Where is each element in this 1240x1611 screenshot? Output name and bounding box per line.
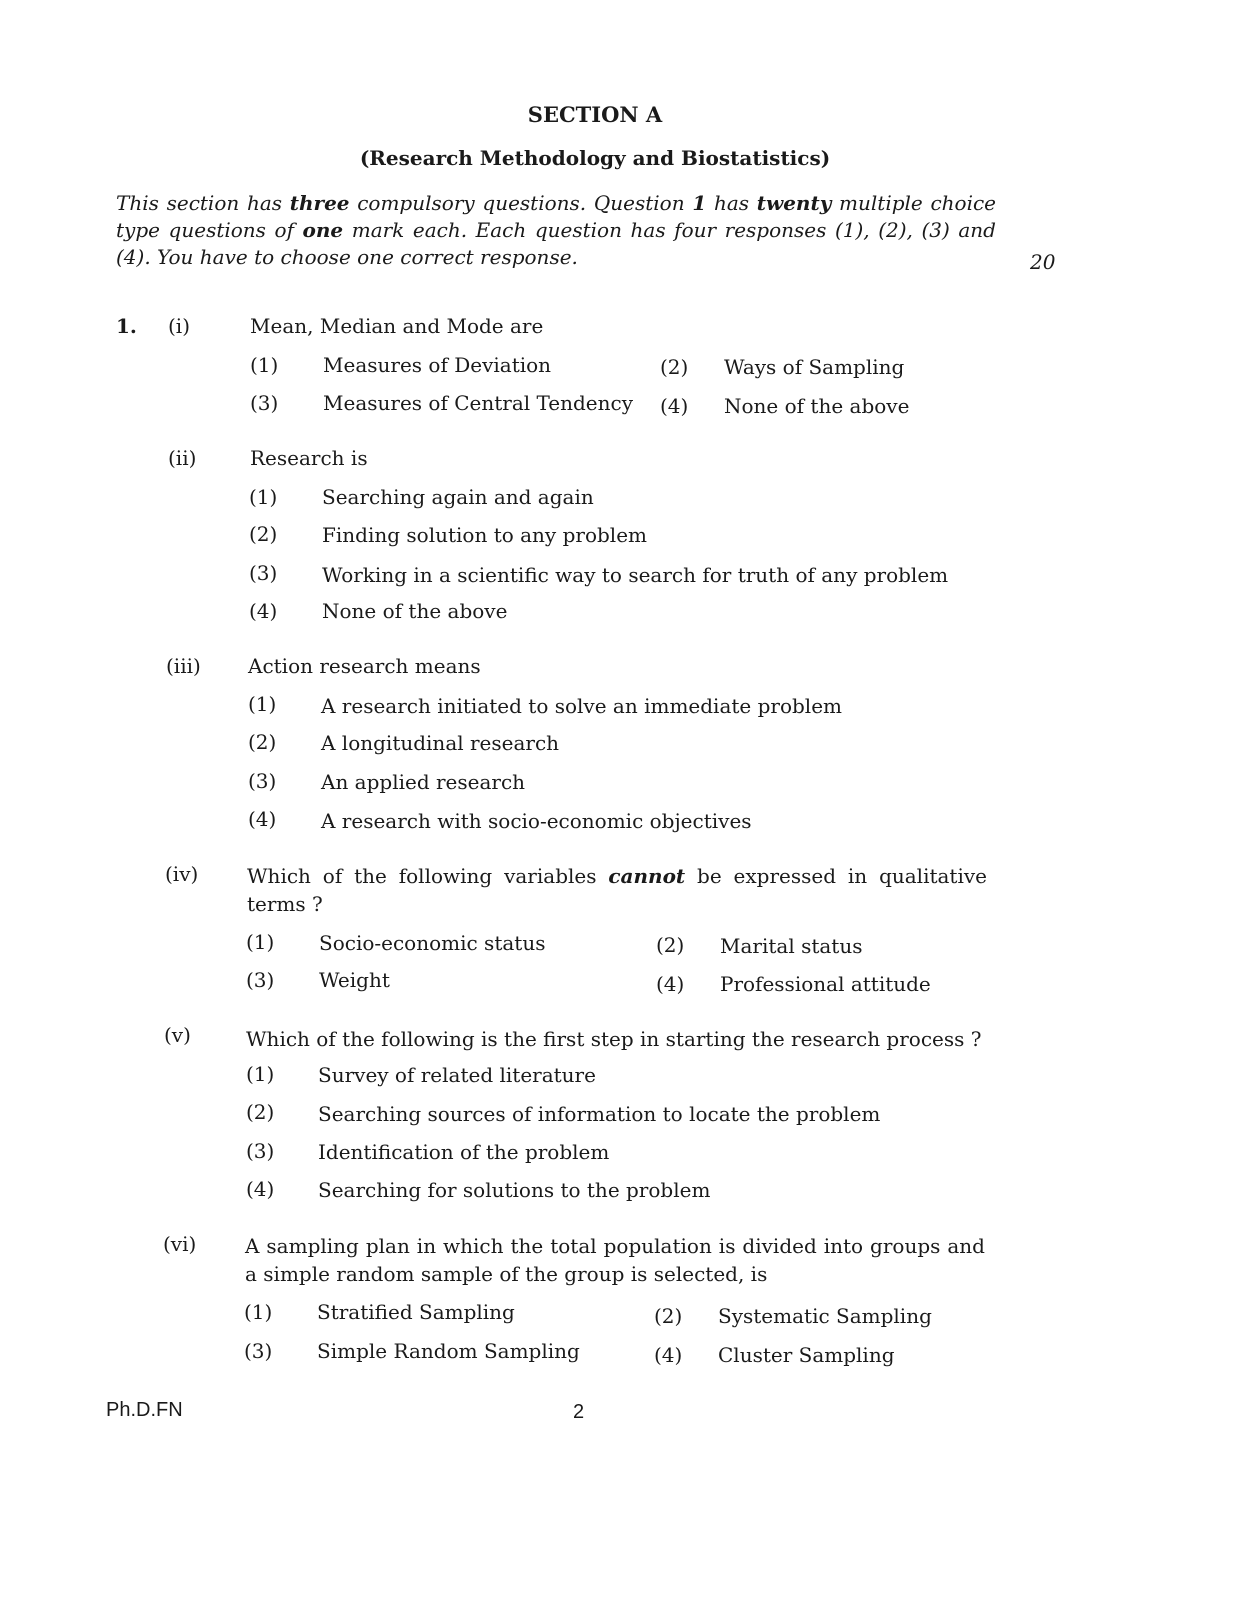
option-number: (4): [248, 807, 277, 831]
question-roman: (iii): [166, 654, 201, 678]
intro-seg: mark each. Each question has four responses (1), (2), (3) and (4). You have to choose one correct response.: [116, 218, 996, 269]
option-text: Cluster Sampling: [718, 1343, 895, 1367]
option-text: Simple Random Sampling: [317, 1339, 580, 1363]
option-number: (1): [244, 1300, 273, 1324]
question-roman: (v): [164, 1023, 191, 1047]
stem-text: Which of the following variables: [247, 864, 609, 888]
option-number: (3): [248, 769, 277, 793]
option-number: (2): [660, 355, 689, 379]
question-stem: Research is: [250, 446, 368, 470]
option-number: (4): [249, 599, 278, 623]
question-stem: Action research means: [248, 654, 481, 678]
option-number: (4): [660, 394, 689, 418]
intro-seg: has: [706, 191, 757, 215]
option-text: Measures of Deviation: [323, 353, 552, 377]
intro-emph: one: [302, 218, 344, 242]
option-number: (4): [246, 1177, 275, 1201]
option-number: (1): [250, 353, 279, 377]
option-number: (3): [250, 391, 279, 415]
option-number: (3): [244, 1339, 273, 1363]
option-text: An applied research: [321, 770, 526, 794]
option-number: (2): [654, 1304, 683, 1328]
option-number: (2): [248, 730, 277, 754]
option-text: Professional attitude: [720, 972, 931, 996]
option-text: Searching sources of information to locate the problem: [318, 1102, 881, 1126]
option-text: Identification of the problem: [318, 1140, 610, 1164]
question-roman: (i): [168, 314, 191, 338]
section-title: SECTION A: [527, 102, 663, 127]
option-number: (1): [246, 930, 275, 954]
option-text: Marital status: [720, 934, 863, 958]
option-text: None of the above: [322, 599, 508, 623]
intro-seg: multiple choice type questions of: [116, 191, 997, 242]
option-text: Systematic Sampling: [718, 1304, 932, 1328]
option-text: A research initiated to solve an immediate problem: [321, 694, 842, 718]
option-text: Searching again and again: [322, 485, 594, 509]
option-number: (3): [246, 1139, 275, 1163]
question-roman: (iv): [165, 862, 199, 886]
section-subtitle: (Research Methodology and Biostatistics): [359, 146, 831, 170]
option-number: (1): [249, 485, 278, 509]
option-number: (2): [656, 933, 685, 957]
question-number: 1.: [116, 314, 137, 338]
option-text: Measures of Central Tendency: [323, 391, 634, 415]
paper-code: Ph.D.FN: [106, 1399, 183, 1421]
option-number: (2): [246, 1100, 275, 1124]
option-text: Finding solution to any problem: [322, 523, 647, 547]
intro-emph: twenty: [756, 191, 832, 215]
option-number: (4): [656, 972, 685, 996]
instructions: [116, 190, 996, 271]
option-number: (1): [248, 692, 277, 716]
section-marks: 20: [1030, 250, 1056, 274]
option-text: Ways of Sampling: [724, 355, 905, 379]
option-text: None of the above: [724, 394, 910, 418]
option-text: Searching for solutions to the problem: [318, 1178, 711, 1202]
option-number: (4): [654, 1343, 683, 1367]
option-text: Weight: [319, 968, 390, 992]
option-text: Socio-economic status: [319, 931, 546, 955]
intro-seg: This section has: [116, 191, 290, 215]
option-number: (3): [246, 968, 275, 992]
intro-emph: three: [289, 191, 350, 215]
option-number: (1): [246, 1062, 275, 1086]
page-number: 2: [573, 1401, 585, 1423]
option-text: Working in a scientific way to search for truth of any problem: [322, 563, 949, 587]
option-text: A research with socio-economic objectives: [321, 809, 752, 833]
stem-emphasis: cannot: [608, 864, 686, 888]
question-stem: A sampling plan in which the total population is divided into groups and a simple random sample of the group is selected, is: [245, 1234, 985, 1286]
option-text: Survey of related literature: [318, 1063, 596, 1087]
question-stem: Which of the following is the first step in starting the research process ?: [246, 1027, 982, 1051]
question-stem: Mean, Median and Mode are: [250, 314, 544, 338]
question-roman: (vi): [163, 1232, 197, 1256]
intro-emph: 1: [692, 191, 707, 215]
intro-seg: compulsory questions. Question: [349, 191, 693, 215]
question-stem: [247, 862, 987, 918]
stem-text: be expressed in qualitative terms ?: [247, 864, 987, 916]
option-number: (3): [249, 561, 278, 585]
option-text: Stratified Sampling: [317, 1300, 515, 1324]
option-number: (2): [249, 522, 278, 546]
option-text: A longitudinal research: [321, 731, 560, 755]
question-roman: (ii): [168, 446, 197, 470]
